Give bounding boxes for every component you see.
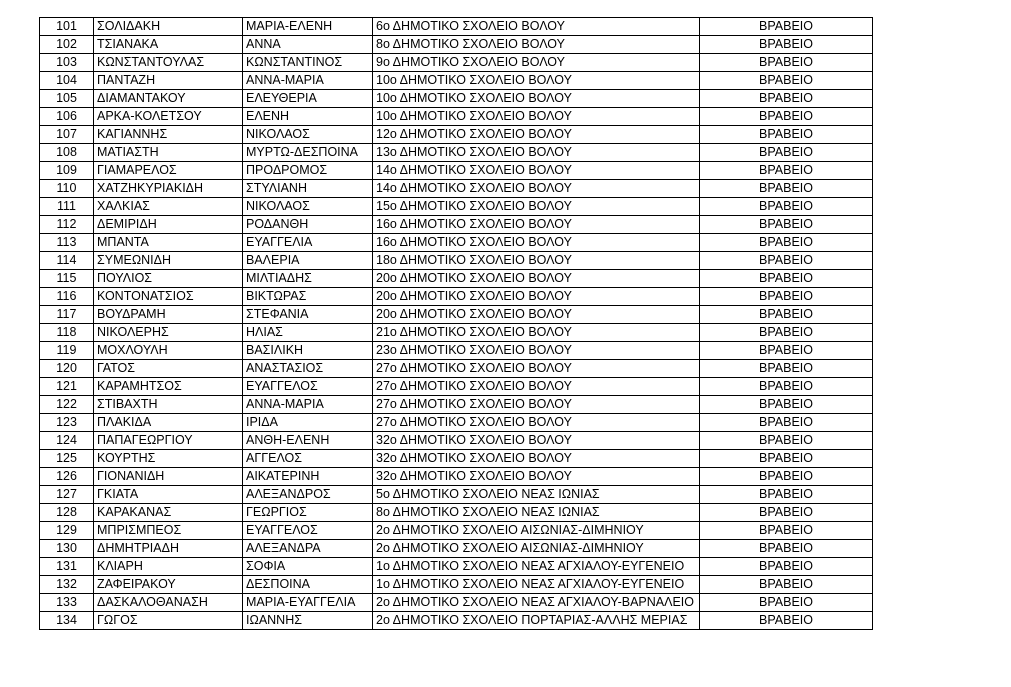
surname-cell: ΚΑΓΙΑΝΝΗΣ — [94, 126, 243, 144]
first-name-cell: ΜΙΛΤΙΑΔΗΣ — [243, 270, 373, 288]
first-name-cell: ΑΓΓΕΛΟΣ — [243, 450, 373, 468]
surname-cell: ΣΥΜΕΩΝΙΔΗ — [94, 252, 243, 270]
award-cell: ΒΡΑΒΕΙΟ — [700, 576, 873, 594]
award-cell: ΒΡΑΒΕΙΟ — [700, 90, 873, 108]
first-name-cell: ΚΩΝΣΤΑΝΤΙΝΟΣ — [243, 54, 373, 72]
school-cell: 13ο ΔΗΜΟΤΙΚΟ ΣΧΟΛΕΙΟ ΒΟΛΟΥ — [373, 144, 700, 162]
school-cell: 16ο ΔΗΜΟΤΙΚΟ ΣΧΟΛΕΙΟ ΒΟΛΟΥ — [373, 216, 700, 234]
school-cell: 27ο ΔΗΜΟΤΙΚΟ ΣΧΟΛΕΙΟ ΒΟΛΟΥ — [373, 360, 700, 378]
table-row — [40, 252, 873, 270]
award-cell: ΒΡΑΒΕΙΟ — [700, 594, 873, 612]
first-name-cell: ΝΙΚΟΛΑΟΣ — [243, 126, 373, 144]
award-cell: ΒΡΑΒΕΙΟ — [700, 504, 873, 522]
school-cell: 2ο ΔΗΜΟΤΙΚΟ ΣΧΟΛΕΙΟ ΑΙΣΩΝΙΑΣ-ΔΙΜΗΝΙΟΥ — [373, 540, 700, 558]
first-name-cell: ΣΤΥΛΙΑΝΗ — [243, 180, 373, 198]
surname-cell: ΚΛΙΑΡΗ — [94, 558, 243, 576]
first-name-cell: ΑΝΑΣΤΑΣΙΟΣ — [243, 360, 373, 378]
table-row — [40, 180, 873, 198]
table-row — [40, 162, 873, 180]
award-cell: ΒΡΑΒΕΙΟ — [700, 396, 873, 414]
table-row — [40, 594, 873, 612]
award-cell: ΒΡΑΒΕΙΟ — [700, 54, 873, 72]
surname-cell: ΓΚΙΑΤΑ — [94, 486, 243, 504]
school-cell: 20ο ΔΗΜΟΤΙΚΟ ΣΧΟΛΕΙΟ ΒΟΛΟΥ — [373, 270, 700, 288]
row-number-cell: 117 — [40, 306, 94, 324]
surname-cell: ΚΑΡΑΜΗΤΣΟΣ — [94, 378, 243, 396]
first-name-cell: ΕΥΑΓΓΕΛΙΑ — [243, 234, 373, 252]
award-cell: ΒΡΑΒΕΙΟ — [700, 288, 873, 306]
row-number-cell: 128 — [40, 504, 94, 522]
first-name-cell: ΝΙΚΟΛΑΟΣ — [243, 198, 373, 216]
table-row — [40, 468, 873, 486]
row-number-cell: 121 — [40, 378, 94, 396]
table-row — [40, 36, 873, 54]
school-cell: 6ο ΔΗΜΟΤΙΚΟ ΣΧΟΛΕΙΟ ΒΟΛΟΥ — [373, 18, 700, 36]
surname-cell: ΓΑΤΟΣ — [94, 360, 243, 378]
table-row — [40, 126, 873, 144]
table-row — [40, 144, 873, 162]
award-cell: ΒΡΑΒΕΙΟ — [700, 540, 873, 558]
award-cell: ΒΡΑΒΕΙΟ — [700, 180, 873, 198]
award-cell: ΒΡΑΒΕΙΟ — [700, 360, 873, 378]
first-name-cell: ΜΑΡΙΑ-ΕΥΑΓΓΕΛΙΑ — [243, 594, 373, 612]
surname-cell: ΒΟΥΔΡΑΜΗ — [94, 306, 243, 324]
award-cell: ΒΡΑΒΕΙΟ — [700, 306, 873, 324]
surname-cell: ΜΠΑΝΤΑ — [94, 234, 243, 252]
row-number-cell: 104 — [40, 72, 94, 90]
school-cell: 32ο ΔΗΜΟΤΙΚΟ ΣΧΟΛΕΙΟ ΒΟΛΟΥ — [373, 450, 700, 468]
row-number-cell: 107 — [40, 126, 94, 144]
award-cell: ΒΡΑΒΕΙΟ — [700, 162, 873, 180]
surname-cell: ΧΑΛΚΙΑΣ — [94, 198, 243, 216]
surname-cell: ΓΙΟΝΑΝΙΔΗ — [94, 468, 243, 486]
table-row — [40, 360, 873, 378]
row-number-cell: 126 — [40, 468, 94, 486]
row-number-cell: 102 — [40, 36, 94, 54]
awards-table-body — [40, 18, 873, 630]
surname-cell: ΠΛΑΚΙΔΑ — [94, 414, 243, 432]
first-name-cell: ΓΕΩΡΓΙΟΣ — [243, 504, 373, 522]
row-number-cell: 120 — [40, 360, 94, 378]
school-cell: 15ο ΔΗΜΟΤΙΚΟ ΣΧΟΛΕΙΟ ΒΟΛΟΥ — [373, 198, 700, 216]
school-cell: 23ο ΔΗΜΟΤΙΚΟ ΣΧΟΛΕΙΟ ΒΟΛΟΥ — [373, 342, 700, 360]
school-cell: 12ο ΔΗΜΟΤΙΚΟ ΣΧΟΛΕΙΟ ΒΟΛΟΥ — [373, 126, 700, 144]
row-number-cell: 127 — [40, 486, 94, 504]
school-cell: 27ο ΔΗΜΟΤΙΚΟ ΣΧΟΛΕΙΟ ΒΟΛΟΥ — [373, 414, 700, 432]
row-number-cell: 133 — [40, 594, 94, 612]
school-cell: 18ο ΔΗΜΟΤΙΚΟ ΣΧΟΛΕΙΟ ΒΟΛΟΥ — [373, 252, 700, 270]
surname-cell: ΝΙΚΟΛΕΡΗΣ — [94, 324, 243, 342]
award-cell: ΒΡΑΒΕΙΟ — [700, 36, 873, 54]
school-cell: 20ο ΔΗΜΟΤΙΚΟ ΣΧΟΛΕΙΟ ΒΟΛΟΥ — [373, 288, 700, 306]
table-row — [40, 558, 873, 576]
first-name-cell: ΙΩΑΝΝΗΣ — [243, 612, 373, 630]
table-row — [40, 18, 873, 36]
table-row — [40, 54, 873, 72]
row-number-cell: 122 — [40, 396, 94, 414]
surname-cell: ΖΑΦΕΙΡΑΚΟΥ — [94, 576, 243, 594]
award-cell: ΒΡΑΒΕΙΟ — [700, 342, 873, 360]
row-number-cell: 109 — [40, 162, 94, 180]
surname-cell: ΠΑΝΤΑΖΗ — [94, 72, 243, 90]
table-row — [40, 414, 873, 432]
row-number-cell: 110 — [40, 180, 94, 198]
table-row — [40, 288, 873, 306]
table-row — [40, 234, 873, 252]
school-cell: 1ο ΔΗΜΟΤΙΚΟ ΣΧΟΛΕΙΟ ΝΕΑΣ ΑΓΧΙΑΛΟΥ-ΕΥΓΕΝΕΙΟ — [373, 576, 700, 594]
first-name-cell: ΡΟΔΑΝΘΗ — [243, 216, 373, 234]
school-cell: 1ο ΔΗΜΟΤΙΚΟ ΣΧΟΛΕΙΟ ΝΕΑΣ ΑΓΧΙΑΛΟΥ-ΕΥΓΕΝΕΙΟ — [373, 558, 700, 576]
first-name-cell: ΑΛΕΞΑΝΔΡΟΣ — [243, 486, 373, 504]
surname-cell: ΜΠΡΙΣΜΠΕΟΣ — [94, 522, 243, 540]
first-name-cell: ΑΙΚΑΤΕΡΙΝΗ — [243, 468, 373, 486]
first-name-cell: ΑΝΝΑ-ΜΑΡΙΑ — [243, 396, 373, 414]
surname-cell: ΣΟΛΙΔΑΚΗ — [94, 18, 243, 36]
surname-cell: ΠΑΠΑΓΕΩΡΓΙΟΥ — [94, 432, 243, 450]
row-number-cell: 125 — [40, 450, 94, 468]
award-cell: ΒΡΑΒΕΙΟ — [700, 18, 873, 36]
row-number-cell: 130 — [40, 540, 94, 558]
table-row — [40, 198, 873, 216]
school-cell: 8ο ΔΗΜΟΤΙΚΟ ΣΧΟΛΕΙΟ ΒΟΛΟΥ — [373, 36, 700, 54]
table-row — [40, 432, 873, 450]
table-row — [40, 522, 873, 540]
surname-cell: ΔΙΑΜΑΝΤΑΚΟΥ — [94, 90, 243, 108]
school-cell: 16ο ΔΗΜΟΤΙΚΟ ΣΧΟΛΕΙΟ ΒΟΛΟΥ — [373, 234, 700, 252]
row-number-cell: 105 — [40, 90, 94, 108]
row-number-cell: 113 — [40, 234, 94, 252]
school-cell: 2ο ΔΗΜΟΤΙΚΟ ΣΧΟΛΕΙΟ ΠΟΡΤΑΡΙΑΣ-ΑΛΛΗΣ ΜΕΡΙΑΣ — [373, 612, 700, 630]
surname-cell: ΧΑΤΖΗΚΥΡΙΑΚΙΔΗ — [94, 180, 243, 198]
table-row — [40, 342, 873, 360]
award-cell: ΒΡΑΒΕΙΟ — [700, 522, 873, 540]
first-name-cell: ΑΝΝΑ-ΜΑΡΙΑ — [243, 72, 373, 90]
surname-cell: ΔΑΣΚΑΛΟΘΑΝΑΣΗ — [94, 594, 243, 612]
surname-cell: ΑΡΚΑ-ΚΟΛΕΤΣΟΥ — [94, 108, 243, 126]
school-cell: 10ο ΔΗΜΟΤΙΚΟ ΣΧΟΛΕΙΟ ΒΟΛΟΥ — [373, 72, 700, 90]
award-cell: ΒΡΑΒΕΙΟ — [700, 468, 873, 486]
award-cell: ΒΡΑΒΕΙΟ — [700, 612, 873, 630]
first-name-cell: ΑΛΕΞΑΝΔΡΑ — [243, 540, 373, 558]
surname-cell: ΣΤΙΒΑΧΤΗ — [94, 396, 243, 414]
first-name-cell: ΠΡΟΔΡΟΜΟΣ — [243, 162, 373, 180]
award-cell: ΒΡΑΒΕΙΟ — [700, 72, 873, 90]
award-cell: ΒΡΑΒΕΙΟ — [700, 126, 873, 144]
row-number-cell: 103 — [40, 54, 94, 72]
table-row — [40, 378, 873, 396]
row-number-cell: 118 — [40, 324, 94, 342]
school-cell: 10ο ΔΗΜΟΤΙΚΟ ΣΧΟΛΕΙΟ ΒΟΛΟΥ — [373, 108, 700, 126]
table-row — [40, 72, 873, 90]
table-row — [40, 450, 873, 468]
row-number-cell: 115 — [40, 270, 94, 288]
table-row — [40, 324, 873, 342]
table-row — [40, 576, 873, 594]
row-number-cell: 119 — [40, 342, 94, 360]
surname-cell: ΜΑΤΙΑΣΤΗ — [94, 144, 243, 162]
row-number-cell: 116 — [40, 288, 94, 306]
award-cell: ΒΡΑΒΕΙΟ — [700, 450, 873, 468]
first-name-cell: ΑΝΝΑ — [243, 36, 373, 54]
award-cell: ΒΡΑΒΕΙΟ — [700, 216, 873, 234]
award-cell: ΒΡΑΒΕΙΟ — [700, 234, 873, 252]
first-name-cell: ΒΑΣΙΛΙΚΗ — [243, 342, 373, 360]
award-cell: ΒΡΑΒΕΙΟ — [700, 486, 873, 504]
school-cell: 20ο ΔΗΜΟΤΙΚΟ ΣΧΟΛΕΙΟ ΒΟΛΟΥ — [373, 306, 700, 324]
row-number-cell: 129 — [40, 522, 94, 540]
school-cell: 14ο ΔΗΜΟΤΙΚΟ ΣΧΟΛΕΙΟ ΒΟΛΟΥ — [373, 162, 700, 180]
first-name-cell: ΣΤΕΦΑΝΙΑ — [243, 306, 373, 324]
school-cell: 21ο ΔΗΜΟΤΙΚΟ ΣΧΟΛΕΙΟ ΒΟΛΟΥ — [373, 324, 700, 342]
surname-cell: ΔΕΜΙΡΙΔΗ — [94, 216, 243, 234]
first-name-cell: ΜΥΡΤΩ-ΔΕΣΠΟΙΝΑ — [243, 144, 373, 162]
row-number-cell: 112 — [40, 216, 94, 234]
school-cell: 5ο ΔΗΜΟΤΙΚΟ ΣΧΟΛΕΙΟ ΝΕΑΣ ΙΩΝΙΑΣ — [373, 486, 700, 504]
school-cell: 8ο ΔΗΜΟΤΙΚΟ ΣΧΟΛΕΙΟ ΝΕΑΣ ΙΩΝΙΑΣ — [373, 504, 700, 522]
award-cell: ΒΡΑΒΕΙΟ — [700, 432, 873, 450]
surname-cell: ΚΟΝΤΟΝΑΤΣΙΟΣ — [94, 288, 243, 306]
row-number-cell: 108 — [40, 144, 94, 162]
award-cell: ΒΡΑΒΕΙΟ — [700, 198, 873, 216]
award-cell: ΒΡΑΒΕΙΟ — [700, 252, 873, 270]
row-number-cell: 101 — [40, 18, 94, 36]
award-cell: ΒΡΑΒΕΙΟ — [700, 378, 873, 396]
table-row — [40, 612, 873, 630]
row-number-cell: 132 — [40, 576, 94, 594]
first-name-cell: ΣΟΦΙΑ — [243, 558, 373, 576]
surname-cell: ΜΟΧΛΟΥΛΗ — [94, 342, 243, 360]
first-name-cell: ΙΡΙΔΑ — [243, 414, 373, 432]
first-name-cell: ΕΥΑΓΓΕΛΟΣ — [243, 378, 373, 396]
surname-cell: ΠΟΥΛΙΟΣ — [94, 270, 243, 288]
award-cell: ΒΡΑΒΕΙΟ — [700, 108, 873, 126]
surname-cell: ΚΟΥΡΤΗΣ — [94, 450, 243, 468]
school-cell: 32ο ΔΗΜΟΤΙΚΟ ΣΧΟΛΕΙΟ ΒΟΛΟΥ — [373, 432, 700, 450]
first-name-cell: ΕΥΑΓΓΕΛΟΣ — [243, 522, 373, 540]
row-number-cell: 111 — [40, 198, 94, 216]
school-cell: 2ο ΔΗΜΟΤΙΚΟ ΣΧΟΛΕΙΟ ΝΕΑΣ ΑΓΧΙΑΛΟΥ-ΒΑΡΝΑΛΕΙΟ — [373, 594, 700, 612]
surname-cell: ΤΣΙΑΝΑΚΑ — [94, 36, 243, 54]
school-cell: 27ο ΔΗΜΟΤΙΚΟ ΣΧΟΛΕΙΟ ΒΟΛΟΥ — [373, 396, 700, 414]
row-number-cell: 106 — [40, 108, 94, 126]
school-cell: 27ο ΔΗΜΟΤΙΚΟ ΣΧΟΛΕΙΟ ΒΟΛΟΥ — [373, 378, 700, 396]
award-cell: ΒΡΑΒΕΙΟ — [700, 144, 873, 162]
award-cell: ΒΡΑΒΕΙΟ — [700, 324, 873, 342]
first-name-cell: ΒΙΚΤΩΡΑΣ — [243, 288, 373, 306]
table-row — [40, 504, 873, 522]
first-name-cell: ΕΛΕΝΗ — [243, 108, 373, 126]
school-cell: 14ο ΔΗΜΟΤΙΚΟ ΣΧΟΛΕΙΟ ΒΟΛΟΥ — [373, 180, 700, 198]
table-row — [40, 108, 873, 126]
first-name-cell: ΜΑΡΙΑ-ΕΛΕΝΗ — [243, 18, 373, 36]
school-cell: 9ο ΔΗΜΟΤΙΚΟ ΣΧΟΛΕΙΟ ΒΟΛΟΥ — [373, 54, 700, 72]
award-cell: ΒΡΑΒΕΙΟ — [700, 558, 873, 576]
surname-cell: ΚΩΝΣΤΑΝΤΟΥΛΑΣ — [94, 54, 243, 72]
first-name-cell: ΔΕΣΠΟΙΝΑ — [243, 576, 373, 594]
first-name-cell: ΑΝΘΗ-ΕΛΕΝΗ — [243, 432, 373, 450]
row-number-cell: 114 — [40, 252, 94, 270]
row-number-cell: 123 — [40, 414, 94, 432]
table-row — [40, 270, 873, 288]
first-name-cell: ΗΛΙΑΣ — [243, 324, 373, 342]
first-name-cell: ΕΛΕΥΘΕΡΙΑ — [243, 90, 373, 108]
surname-cell: ΓΙΑΜΑΡΕΛΟΣ — [94, 162, 243, 180]
award-cell: ΒΡΑΒΕΙΟ — [700, 414, 873, 432]
row-number-cell: 134 — [40, 612, 94, 630]
row-number-cell: 131 — [40, 558, 94, 576]
table-row — [40, 396, 873, 414]
school-cell: 10ο ΔΗΜΟΤΙΚΟ ΣΧΟΛΕΙΟ ΒΟΛΟΥ — [373, 90, 700, 108]
school-cell: 2ο ΔΗΜΟΤΙΚΟ ΣΧΟΛΕΙΟ ΑΙΣΩΝΙΑΣ-ΔΙΜΗΝΙΟΥ — [373, 522, 700, 540]
table-row — [40, 306, 873, 324]
surname-cell: ΓΩΓΟΣ — [94, 612, 243, 630]
table-row — [40, 540, 873, 558]
surname-cell: ΚΑΡΑΚΑΝΑΣ — [94, 504, 243, 522]
award-cell: ΒΡΑΒΕΙΟ — [700, 270, 873, 288]
first-name-cell: ΒΑΛΕΡΙΑ — [243, 252, 373, 270]
table-row — [40, 90, 873, 108]
table-row — [40, 486, 873, 504]
school-cell: 32ο ΔΗΜΟΤΙΚΟ ΣΧΟΛΕΙΟ ΒΟΛΟΥ — [373, 468, 700, 486]
awards-table — [39, 17, 873, 630]
surname-cell: ΔΗΜΗΤΡΙΑΔΗ — [94, 540, 243, 558]
row-number-cell: 124 — [40, 432, 94, 450]
table-row — [40, 216, 873, 234]
